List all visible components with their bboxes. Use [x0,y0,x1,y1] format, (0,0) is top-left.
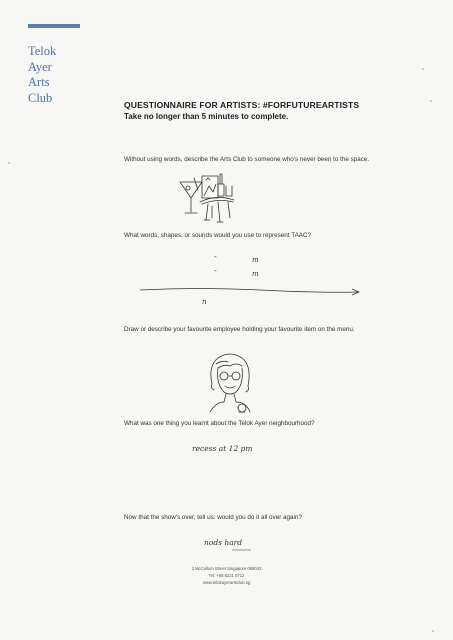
question-5: Now that the show's over, tell us: would you do it all over again? [124,514,302,521]
question-3: Draw or describe your favourite employee holding your favourite item on the menu. [124,326,355,333]
paper-speck [8,162,10,164]
answer-2-mark: m [252,256,259,264]
question-2: What words, shapes, or sounds would you use to represent TAAC? [124,232,312,239]
answer-2-mark: n [202,298,207,306]
employee-portrait-sketch [206,350,256,416]
paper-speck [430,100,432,102]
footer-website: www.telokayerartsclub.sg [202,580,251,585]
arrow-line-sketch [140,284,362,298]
paper-speck [432,630,434,632]
answer-4: recess at 12 pm [192,444,253,453]
logo-line: Telok [28,44,57,58]
answer-5: nods hard [204,538,243,547]
underline-mark [232,548,252,552]
paper-speck [422,68,424,70]
questionnaire-subtitle: Take no longer than 5 minutes to complete. [124,112,289,121]
logo-accent-bar [28,24,80,28]
logo-line: Arts [28,75,50,89]
answer-2-mark: m [252,270,259,278]
footer-tel: Tel: +65 6221 0712 [208,573,245,578]
answer-2-mark: - [214,266,217,275]
question-1: Without using words, describe the Arts Club to someone who's never been to the space. [124,156,370,163]
questionnaire-title: QUESTIONNAIRE FOR ARTISTS: #FORFUTUREARTISTS [124,100,360,110]
answer-2-mark: - [214,252,217,261]
club-logo [28,44,88,106]
logo-line: Club [28,90,53,105]
footer-address: 2 McCallum Street Singapore 069043 [191,566,262,571]
question-4: What was one thing you learnt about the Telok Ayer neighbourhood? [124,420,315,427]
logo-line: Ayer [28,59,52,74]
bar-scene-sketch [178,168,248,230]
